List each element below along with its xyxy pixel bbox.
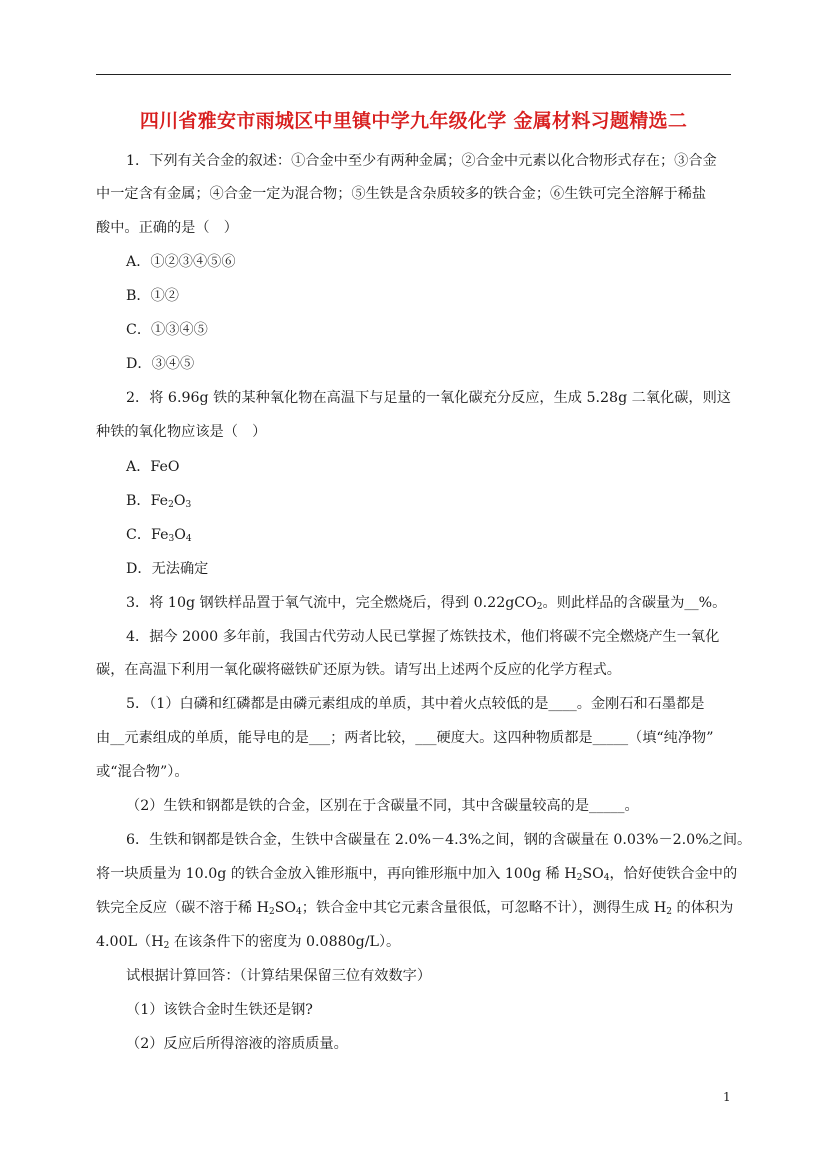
q5-part-2: （2）生铁和钢都是铁的合金，区别在于含碳量不同，其中含碳量较高的是_____。 [126,798,639,814]
q1-line-1: 1．下列有关合金的叙述：①合金中至少有两种金属；②合金中元素以化合物形式存在；③合金 [126,153,717,169]
q5-line-3: 或“混合物”）。 [96,764,189,780]
q2-option-b: B．$Fe_2O_3$ [126,493,192,510]
q4-line-1: 4．据今 2000 多年前，我国古代劳动人民已掌握了炼铁技术，他们将碳不完全燃烧产生一氧化 [126,629,720,645]
q4-line-2: 碳，在高温下利用一氧化碳将磁铁矿还原为铁。请写出上述两个反应的化学方程式。 [96,662,621,678]
q6-line-2: 将一块质量为 10.0g 的铁合金放入锥形瓶中，再向锥形瓶中加入 100g 稀 $H_2SO_4$，恰好使铁合金中的 [96,866,738,883]
q1-line-3: 酸中。正确的是（ ） [96,220,238,236]
q2-option-c: C．$Fe_3O_4$ [126,527,192,544]
q6-instruction: 试根据计算回答：（计算结果保留三位有效数字） [126,968,432,984]
q1-option-a: A．①②③④⑤⑥ [126,254,236,270]
q1-option-c: C．①③④⑤ [126,322,208,338]
q2-line-2: 种铁的氧化物应该是（ ） [96,424,267,440]
page-number: 1 [723,1090,731,1104]
q2-option-a: A．FeO [126,459,180,475]
q6-subquestion-1: （1）该铁合金时生铁还是钢? [126,1002,313,1018]
q5-line-1: 5．（1）白磷和红磷都是由磷元素组成的单质，其中着火点较低的是____。金刚石和石墨都是 [126,696,705,712]
q2-line-1: 2．将 6.96g 铁的某种氧化物在高温下与足量的一氧化碳充分反应，生成 5.28g 二氧化碳，则这 [126,390,731,406]
q1-option-b: B．①② [126,288,179,304]
header-rule [96,74,731,75]
q6-line-4: $4.00L(H_2$ 在该条件下的密度为 0.0880g/L）。 [96,934,401,951]
q1-option-d: D．③④⑤ [126,356,195,372]
document-title: 四川省雅安市雨城区中里镇中学九年级化学 金属材料习题精选二 [139,110,688,132]
q6-line-1: 6．生铁和钢都是铁合金，生铁中含碳量在 2.0%－4.3%之间，钢的含碳量在 0.03%－2.0%之间。 [126,832,752,848]
q2-option-d: D．无法确定 [126,561,209,577]
q6-subquestion-2: （2）反应后所得溶液的溶质质量。 [126,1036,348,1052]
q3-line: 3．将 10g 钢铁样品置于氧气流中，完全燃烧后，得到 0.22gCO$_2$。则此样品的含碳量为__%。 [126,595,727,612]
q1-line-2: 中一定含有金属；④合金一定为混合物；⑤生铁是含杂质较多的铁合金；⑥生铁可完全溶解于稀盐 [96,186,707,202]
q5-line-2: 由__元素组成的单质，能导电的是___；两者比较，___硬度大。这四种物质都是_____（填“纯净物” [96,730,714,746]
q6-line-3: 铁完全反应（碳不溶于稀 $H_2SO_4$；铁合金中其它元素含量很低，可忽略不计），测得生成 $H_2$ 的体积为 [96,900,734,917]
